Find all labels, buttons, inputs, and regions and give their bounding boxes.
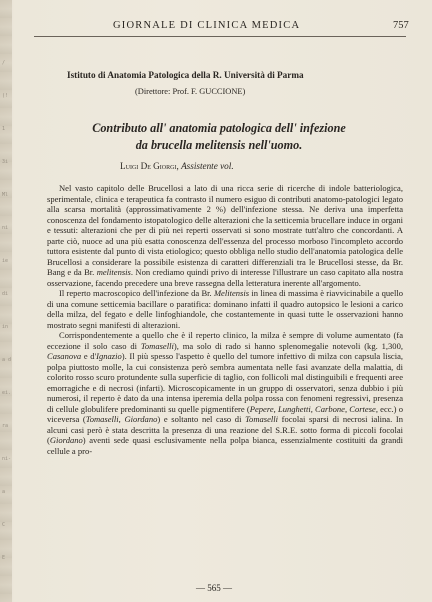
margin-mark: Ml <box>2 192 9 198</box>
author-role: Assistente vol. <box>181 161 234 171</box>
italic-term: Ignazio <box>96 351 122 361</box>
running-head: GIORNALE DI CLINICA MEDICA <box>113 20 301 31</box>
margin-mark: di <box>2 291 9 297</box>
article-title-line-1: Contributo all' anatomia patologica dell' infezione <box>92 121 346 135</box>
paragraph-text: . Non crediamo quindi privo di interesse l'illustrare un caso capitato alla nostra osservazione, facendo precedere una breve rassegna della letteratura inerente all'argomento. <box>47 267 403 288</box>
institute-line: Istituto di Anatomia Patologica della R. Università di Parma <box>67 70 304 80</box>
body-paragraph <box>47 330 403 456</box>
margin-mark: E <box>2 555 6 561</box>
italic-term: Melitensis <box>213 288 250 298</box>
italic-term: melitensis <box>96 267 131 277</box>
margin-mark: / <box>2 60 6 66</box>
italic-term: Cortese <box>349 403 376 414</box>
italic-term: Giordano <box>49 435 83 445</box>
paragraph-text: ). Il più spesso l'aspetto è quello del tumore infettivo di milza con capsula liscia, polpa piuttosto molle, la cui consistenza però sembra aumentata nelle fasi avanzate della malattia, di colorito rosso scuro protundente sulla superficie di taglio, con follicoli mal distinguibili e frequenti aree emorragiche e di necrosi (infarti). Microscopicamente in un gruppo di osservatori, senza dubbio i più numerosi, il reperto è dato da una intensa iperemia della polpa rossa con fenomeni regressivi, presenza di cellule globulifere predominanti su quelle pigmentifere ( <box>47 351 403 414</box>
margin-mark: (! <box>2 93 9 99</box>
article-title-line-2: da brucella melitensis nell'uomo. <box>135 137 303 152</box>
binding-margin <box>0 0 12 602</box>
article-body <box>47 183 403 456</box>
margin-mark: in <box>2 324 9 330</box>
margin-mark: 3i <box>2 159 9 165</box>
paragraph-text: focolai sparsi di necrosi ialina. In alcuni casi però è stata descritta la presenza di una reazione del S.R.E. sotto forma di piccoli focolai ( <box>47 414 403 445</box>
italic-term: Tomaselli <box>245 414 279 424</box>
footer-page-number: — 565 — <box>196 583 232 593</box>
paragraph-text: , <box>344 403 350 414</box>
paragraph-text: , <box>118 414 125 424</box>
paragraph-text: , <box>310 403 316 414</box>
italic-term: Tomaselli <box>85 414 119 424</box>
header-rule <box>34 36 406 37</box>
author-line: Luigi De Giorgi, Assistente vol. <box>120 161 234 171</box>
margin-mark: a d <box>2 357 12 363</box>
paragraph-text: Il reperto macroscopico dell'infezione da Br. <box>59 288 214 298</box>
paragraph-text: Nel vasto capitolo delle Brucellosi a lato di una ricca serie di ricerche di indole batteriologica, sperimentale, clinica e terapeutica fa contrasto il numero esiguo di contributi anatomo-patologici legato alla scarsa mortalità (approssimativamente 2 %) dell'infezione stessa. Ne deriva una imperfetta conoscenza del fondamento istopatologico delle alterazioni che la setticemia brucellare induce in organi e tessuti: alterazioni che per di più nei reperti osservati si sono mostrate tutt'altro che concordanti. A parte ciò, nuoce ad una più esatta conoscenza dell'essenza del processo morboso l'incompleto accordo tuttora esistente dal punto di vista etiologico; questo obbliga nello studio dell'anatomia patologica delle Brucellosi a considerare la possibile esistenza di caratteri differenziali tra le Brucellosi stesse, da Br. Bang e da Br. <box>47 183 403 277</box>
director-line: (Direttore: Prof. F. GUCCIONE) <box>135 87 246 96</box>
article-title <box>38 120 400 153</box>
italic-term: Tomaselli <box>140 340 174 351</box>
paragraph-text: ) aventi sede quasi esclusivamente nella polpa bianca, essenzialmente costituiti da grandi cellule a pro- <box>47 435 403 456</box>
paragraph-text: Corrispondentemente a quello che è il reperto clinico, la milza è sempre di volume aumentato (fa eccezione il solo caso di <box>47 330 403 351</box>
paragraph-text: , <box>273 403 278 414</box>
margin-mark: ra <box>2 423 9 429</box>
body-paragraph <box>47 183 403 288</box>
italic-term: Pepere <box>249 403 274 414</box>
margin-mark: ni- <box>2 456 12 462</box>
paragraph-text: , ecc.) o viceversa ( <box>47 403 403 424</box>
margin-mark: ni <box>2 225 9 231</box>
margin-mark: C <box>2 522 6 528</box>
italic-term: Lunghetti <box>277 403 311 414</box>
body-paragraph <box>47 288 403 330</box>
margin-mark: a <box>2 489 6 495</box>
italic-term: Giordano <box>124 414 158 424</box>
author-name: Luigi De Giorgi <box>120 161 177 171</box>
margin-mark: 1 <box>2 126 6 132</box>
paragraph-text: ), ma solo di rado si hanno splenomegalie notevoli (kg. 1,300, <box>173 340 403 351</box>
paragraph-text: in linea di massima è riavvicinabile a quello di una comune setticemia bacillare o paratifica: dominano infatti il quadro autopsico le lesioni a carico della milza, del fegato e delle linfoghiandole, che costantemente in quasi tutte le osservazioni hanno mostrato segni manifesti di alterazioni. <box>47 288 403 330</box>
paragraph-text: e d' <box>81 351 97 361</box>
margin-mark: ei. <box>2 390 12 396</box>
page-number: 757 <box>393 20 409 31</box>
paragraph-text: ) e soltanto nel caso di <box>157 414 246 424</box>
margin-mark: ie <box>2 258 9 264</box>
italic-term: Carbone <box>315 403 345 414</box>
italic-term: Casanova <box>47 351 82 361</box>
